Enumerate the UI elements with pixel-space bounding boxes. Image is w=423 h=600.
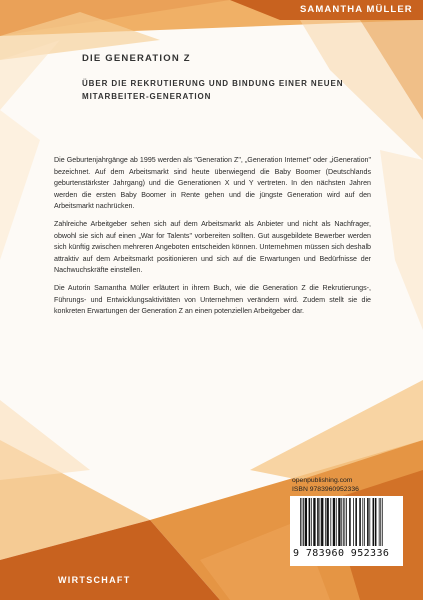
barcode-bar [343,498,344,546]
barcode-bar [336,498,337,546]
barcode-bar [359,498,361,546]
barcode-bar [382,498,383,546]
barcode-bar [313,498,315,546]
barcode-number: 9 783960 952336 [293,548,390,559]
barcode-bar [344,498,345,546]
barcode-bar [333,498,335,546]
author-name: SAMANTHA MÜLLER [300,4,413,15]
isbn-label: ISBN 9783960952336 [292,486,359,493]
barcode-bar [346,498,347,546]
barcode-bar [380,498,381,546]
barcode-bar [373,498,375,546]
blurb-paragraph: Die Autorin Samantha Müller erläutert in ihrem Buch, wie die Generation Z die Rekrutierungs-, Führungs- und Entwicklungsaktivitäten von Unternehmen verändern wird. Zudem stellt sie die konkreten Erwartungen der Generation Z an einen potenziellen Arbeitgeber dar. [54,284,371,315]
barcode-bar [379,498,380,546]
barcode-bar [364,498,365,546]
barcode-bar [302,498,303,546]
barcode-bar [300,498,301,546]
barcode-bar [327,498,329,546]
isbn-barcode [290,496,403,566]
barcode-bar [309,498,311,546]
blurb-paragraph: Die Geburtenjahrgänge ab 1995 werden als "Generation Z", „Generation Internet" oder „iGeneration" bezeichnet. Auf dem Arbeitsmarkt sind heute überwiegend die Baby Boomer (Deutschlands geburtenstärkster Jahrgang) und die Generationen X und Y vertreten. In den nächsten Jahren werden die ersten Baby Boomer in Rente gehen und die jüngste Generation wird auf den Arbeitsmarkt nachrücken. [54,156,371,210]
blurb-paragraph: Zahlreiche Arbeitgeber sehen sich auf dem Arbeitsmarkt als Anbieter und nicht als Nachfrager, obwohl sie sich auf einen „War for Talents" vorbereiten sollten. Gut ausgebildete Bewerber werden sich künftig zwischen mehreren Angeboten entscheiden können. Unternehmen müssen sich deshalb attraktiv auf dem Arbeitsmarkt positionieren und sich auf die Erwartungen und Bedürfnisse der Nachwuchskräfte einstellen. [54,220,371,274]
barcode-bar [349,498,351,546]
category-label: WIRTSCHAFT [58,575,131,585]
barcode-bar [321,498,323,546]
barcode-bar [311,498,312,546]
book-title: DIE GENERATION Z [82,53,191,64]
barcode-bar [341,498,342,546]
barcode-bar [325,498,326,546]
barcode-bar [369,498,370,546]
barcode-bar [317,498,319,546]
blurb-text [54,155,371,324]
barcode-bar [375,498,377,546]
barcode-bar [338,498,340,546]
publisher-url: openpublishing.com [292,477,353,484]
barcode-bars [294,498,400,548]
barcode-bar [353,498,354,546]
barcode-bar [303,498,304,546]
barcode-bar [367,498,369,546]
barcode-bar [330,498,331,546]
barcode-bar [362,498,363,546]
barcode-bar [305,498,307,546]
book-subtitle: ÜBER DIE REKRUTIERUNG UND BINDUNG EINER NEUEN MITARBEITER-GENERATION [82,79,344,101]
barcode-bar [355,498,357,546]
barcode-bar [320,498,321,546]
